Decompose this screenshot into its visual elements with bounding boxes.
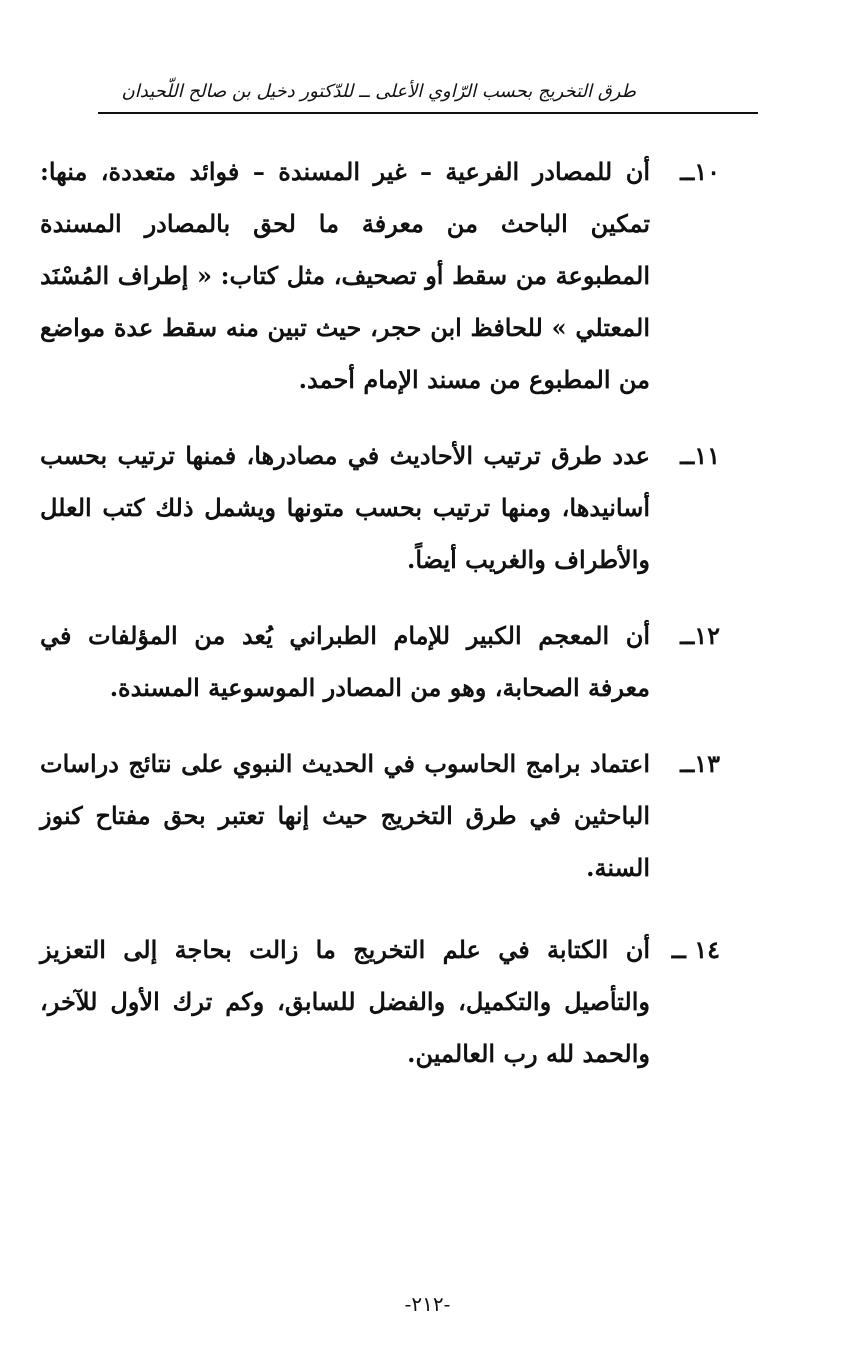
running-title: طرق التخريج بحسب الرّاوي الأعلى ــ للدّكتور دخيل بن صالح اللّحيدان	[121, 81, 636, 102]
list-item-10	[40, 146, 720, 406]
main-content	[40, 122, 720, 1104]
item-number: ١٢ــ	[680, 621, 720, 650]
item-number: ١٣ــ	[680, 749, 720, 778]
item-text: أن للمصادر الفرعية – غير المسندة – فوائد متعددة، منها: تمكين الباحث من معرفة ما لحق بالمصادر المسندة المطبوعة من سقط أو تصحيف، مثل كتاب: « إطراف المُسْنَد المعتلي » للحافظ ابن حجر، حيث تبين منه سقط عدة مواضع من المطبوع من مسند الإمام أحمد.	[40, 157, 650, 394]
item-number: ١٤ ــ	[671, 935, 720, 964]
item-text: عدد طرق ترتيب الأحاديث في مصادرها، فمنها ترتيب بحسب أسانيدها، ومنها ترتيب بحسب متونها ويشمل ذلك كتب العلل والأطراف والغريب أيضاً.	[40, 441, 650, 574]
item-text: أن المعجم الكبير للإمام الطبراني يُعد من المؤلفات في معرفة الصحابة، وهو من المصادر الموسوعية المسندة.	[40, 621, 650, 702]
item-text: أن الكتابة في علم التخريج ما زالت بحاجة إلى التعزيز والتأصيل والتكميل، والفضل للسابق، وكم ترك الأول للآخر، والحمد لله رب العالمين.	[40, 935, 650, 1068]
list-item-11	[40, 430, 720, 586]
list-item-14	[40, 924, 720, 1080]
item-number: ١٠ــ	[680, 157, 720, 186]
list-item-12	[40, 610, 720, 714]
page-number: -٢١٢-	[404, 1292, 451, 1316]
list-item-13	[40, 738, 720, 894]
running-header	[98, 78, 758, 114]
item-number: ١١ــ	[680, 441, 720, 470]
item-text: اعتماد برامج الحاسوب في الحديث النبوي على نتائج دراسات الباحثين في طرق التخريج حيث إنها تعتبر بحق مفتاح كنوز السنة.	[40, 749, 650, 882]
